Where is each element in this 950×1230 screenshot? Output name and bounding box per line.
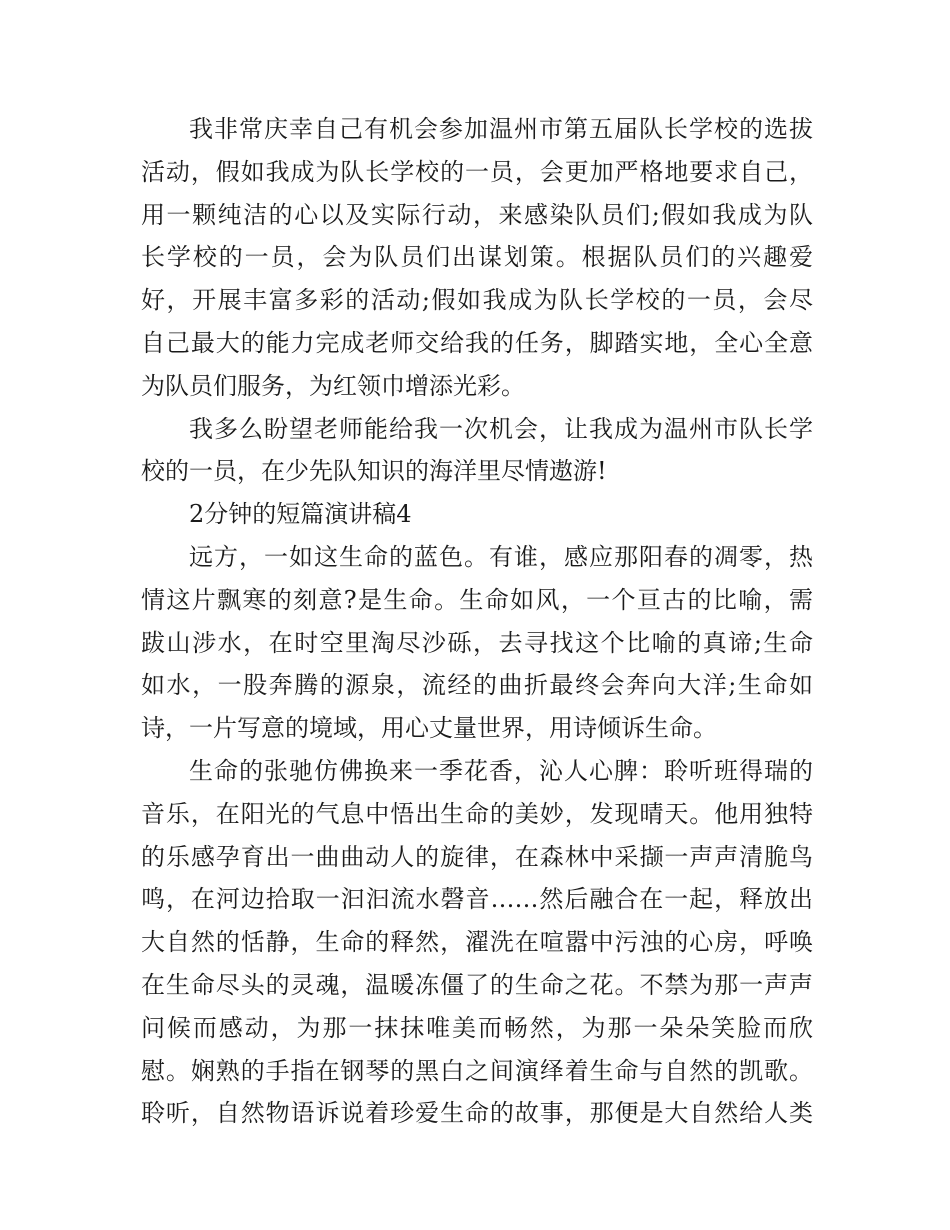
paragraph-1-line-1: 我非常庆幸自己有机会参加温州市第五届队长学校的选拔 [189, 115, 813, 143]
document-body [141, 108, 813, 1135]
paragraph-1-line-3: 用一颗纯洁的心以及实际行动，来感染队员们;假如我成为队 [141, 200, 813, 229]
paragraph-1-line-6: 自己最大的能力完成老师交给我的任务，脚踏实地，全心全意 [141, 328, 813, 357]
paragraph-3-line-3: 跋山涉水，在时空里淘尽沙砾，去寻找这个比喻的真谛;生命 [141, 628, 813, 657]
paragraph-4-line-3: 的乐感孕育出一曲曲动人的旋律，在森林中采撷一声声清脆鸟 [141, 842, 813, 871]
paragraph-3-line-2: 情这片飘寒的刻意?是生命。生命如风，一个亘古的比喻，需 [141, 585, 813, 614]
paragraph-1-line-2: 活动，假如我成为队长学校的一员，会更加严格地要求自己， [141, 157, 813, 186]
paragraph-4-line-6: 在生命尽头的灵魂，温暖冻僵了的生命之花。不禁为那一声声 [141, 970, 813, 999]
paragraph-1-line-4: 长学校的一员，会为队员们出谋划策。根据队员们的兴趣爱 [141, 243, 813, 272]
paragraph-4-line-9: 聆听，自然物语诉说着珍爱生命的故事，那便是大自然给人类 [141, 1099, 813, 1128]
paragraph-4-line-5: 大自然的恬静，生命的释然，濯洗在喧嚣中污浊的心房，呼唤 [141, 928, 813, 957]
section-heading: 2分钟的短篇演讲稿4 [189, 500, 412, 529]
paragraph-3-line-1: 远方，一如这生命的蓝色。有谁，感应那阳春的凋零，热 [189, 542, 813, 571]
paragraph-1-line-7: 为队员们服务，为红领巾增添光彩。 [141, 371, 525, 400]
paragraph-4-line-8: 慰。娴熟的手指在钢琴的黑白之间演绎着生命与自然的凯歌。 [141, 1056, 813, 1085]
paragraph-1-line-5: 好，开展丰富多彩的活动;假如我成为队长学校的一员，会尽 [141, 286, 813, 315]
paragraph-2-line-2: 校的一员，在少先队知识的海洋里尽情遨游! [141, 457, 607, 486]
paragraph-3-line-5: 诗，一片写意的境域，用心丈量世界，用诗倾诉生命。 [141, 714, 717, 743]
paragraph-4-line-1: 生命的张驰仿佛换来一季花香，沁人心脾：聆听班得瑞的 [189, 756, 813, 785]
paragraph-4-line-2: 音乐，在阳光的气息中悟出生命的美妙，发现晴天。他用独特 [141, 799, 813, 828]
paragraph-4-line-4: 鸣，在河边拾取一汩汩流水磬音……然后融合在一起，释放出 [141, 885, 813, 914]
paragraph-4-line-7: 问候而感动，为那一抹抹唯美而畅然，为那一朵朵笑脸而欣 [141, 1013, 813, 1042]
paragraph-3-line-4: 如水，一股奔腾的源泉，流经的曲折最终会奔向大洋;生命如 [141, 671, 813, 700]
paragraph-2-line-1: 我多么盼望老师能给我一次机会，让我成为温州市队长学 [189, 414, 813, 443]
